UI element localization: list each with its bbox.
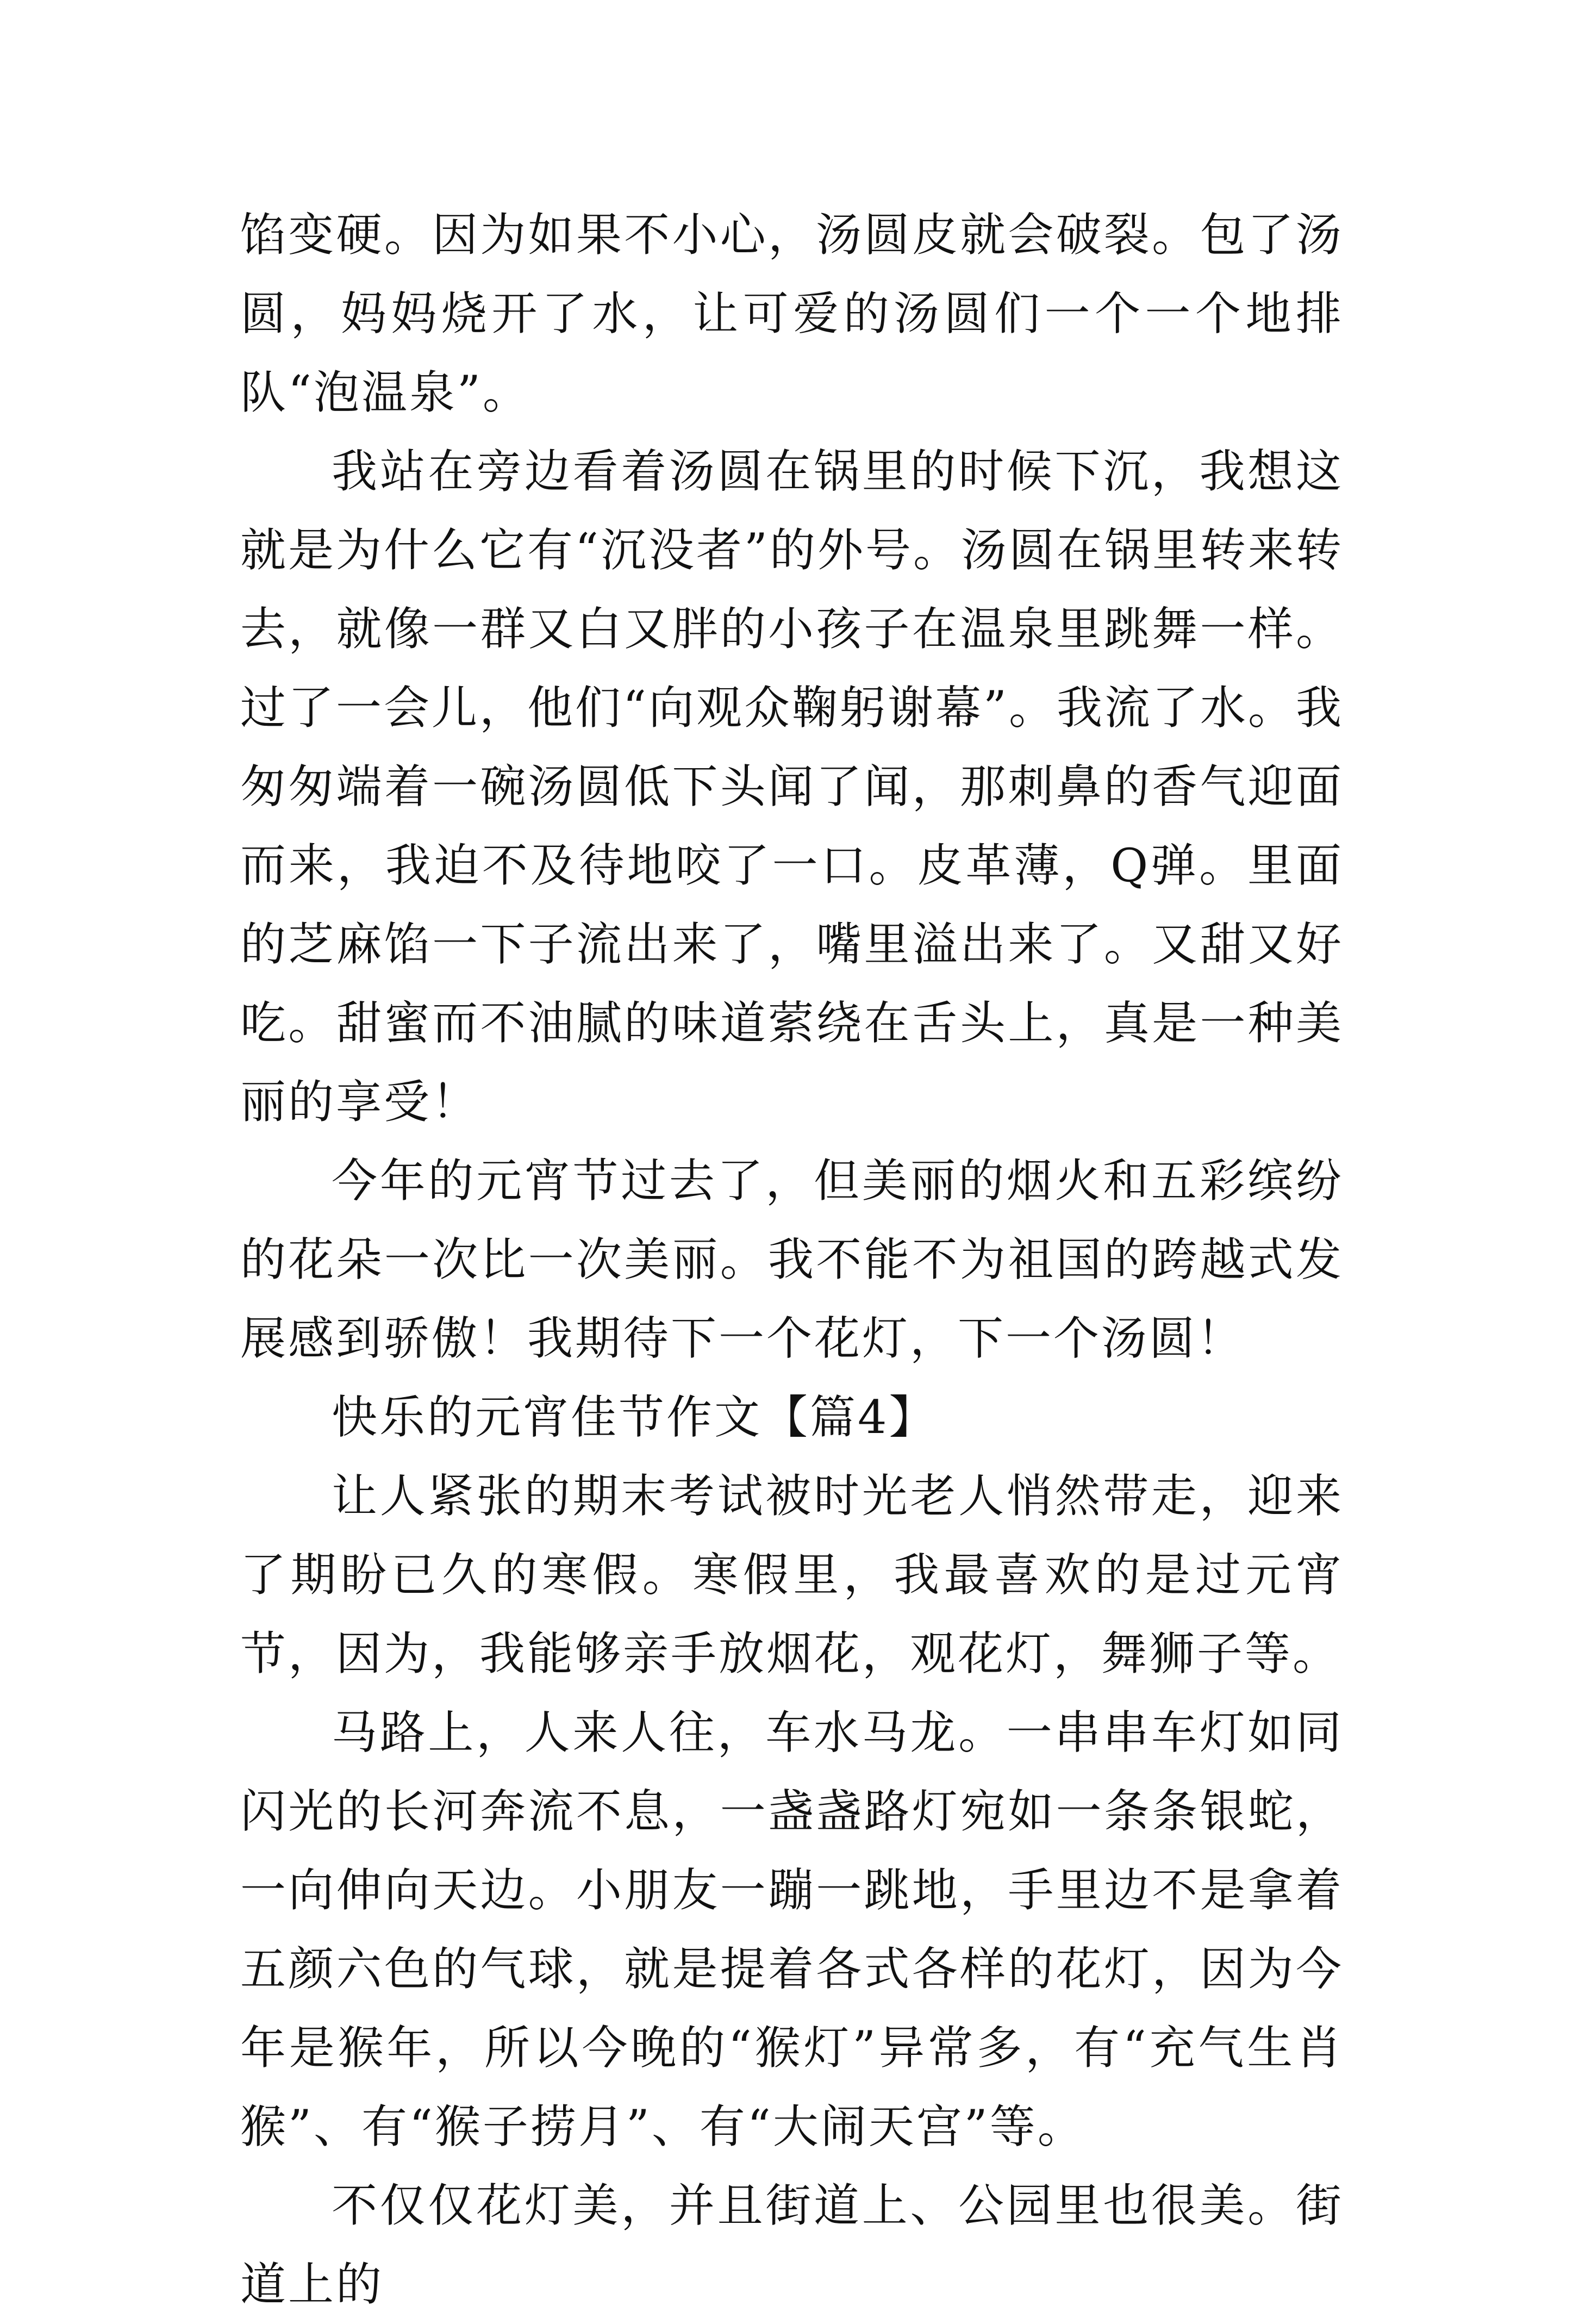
section-heading: 快乐的元宵佳节作文【篇4】 [332, 1391, 937, 1444]
paragraph: 让人紧张的期末考试被时光老人悄然带走，迎来了期盼已久的寒假。寒假里，我最喜欢的是过元宵节，因为，我能够亲手放烟花，观花灯，舞狮子等。 [240, 1469, 1344, 1680]
paragraph: 马路上，人来人往，车水马龙。一串串车灯如同闪光的长河奔流不息，一盏盏路灯宛如一条条银蛇，一向伸向天边。小朋友一蹦一跳地，手里边不是拿着五颜六色的气球，就是提着各式各样的花灯，因为今年是猴年，所以今晚的“猴灯”异常多，有“充气生肖猴”、有“猴子捞月”、有“大闹天宫”等。 [240, 1706, 1344, 2153]
paragraph-continued: 馅变硬。因为如果不小心，汤圆皮就会破裂。包了汤圆，妈妈烧开了水，让可爱的汤圆们一个一个地排队“泡温泉”。 [240, 208, 1344, 419]
document-body [240, 196, 1344, 2324]
paragraph: 我站在旁边看着汤圆在锅里的时候下沉，我想这就是为什么它有“沉没者”的外号。汤圆在锅里转来转去，就像一群又白又胖的小孩子在温泉里跳舞一样。过了一会儿，他们“向观众鞠躬谢幕”。我流了水。我匆匆端着一碗汤圆低下头闻了闻，那刺鼻的香气迎面而来，我迫不及待地咬了一口。皮革薄，Q弹。里面的芝麻馅一下子流出来了，嘴里溢出来了。又甜又好吃。甜蜜而不油腻的味道萦绕在舌头上，真是一种美丽的享受！ [240, 445, 1344, 1129]
paragraph: 今年的元宵节过去了，但美丽的烟火和五彩缤纷的花朵一次比一次美丽。我不能不为祖国的跨越式发展感到骄傲！我期待下一个花灯，下一个汤圆！ [240, 1154, 1344, 1365]
paragraph: 不仅仅花灯美，并且街道上、公园里也很美。街道上的 [240, 2179, 1344, 2311]
